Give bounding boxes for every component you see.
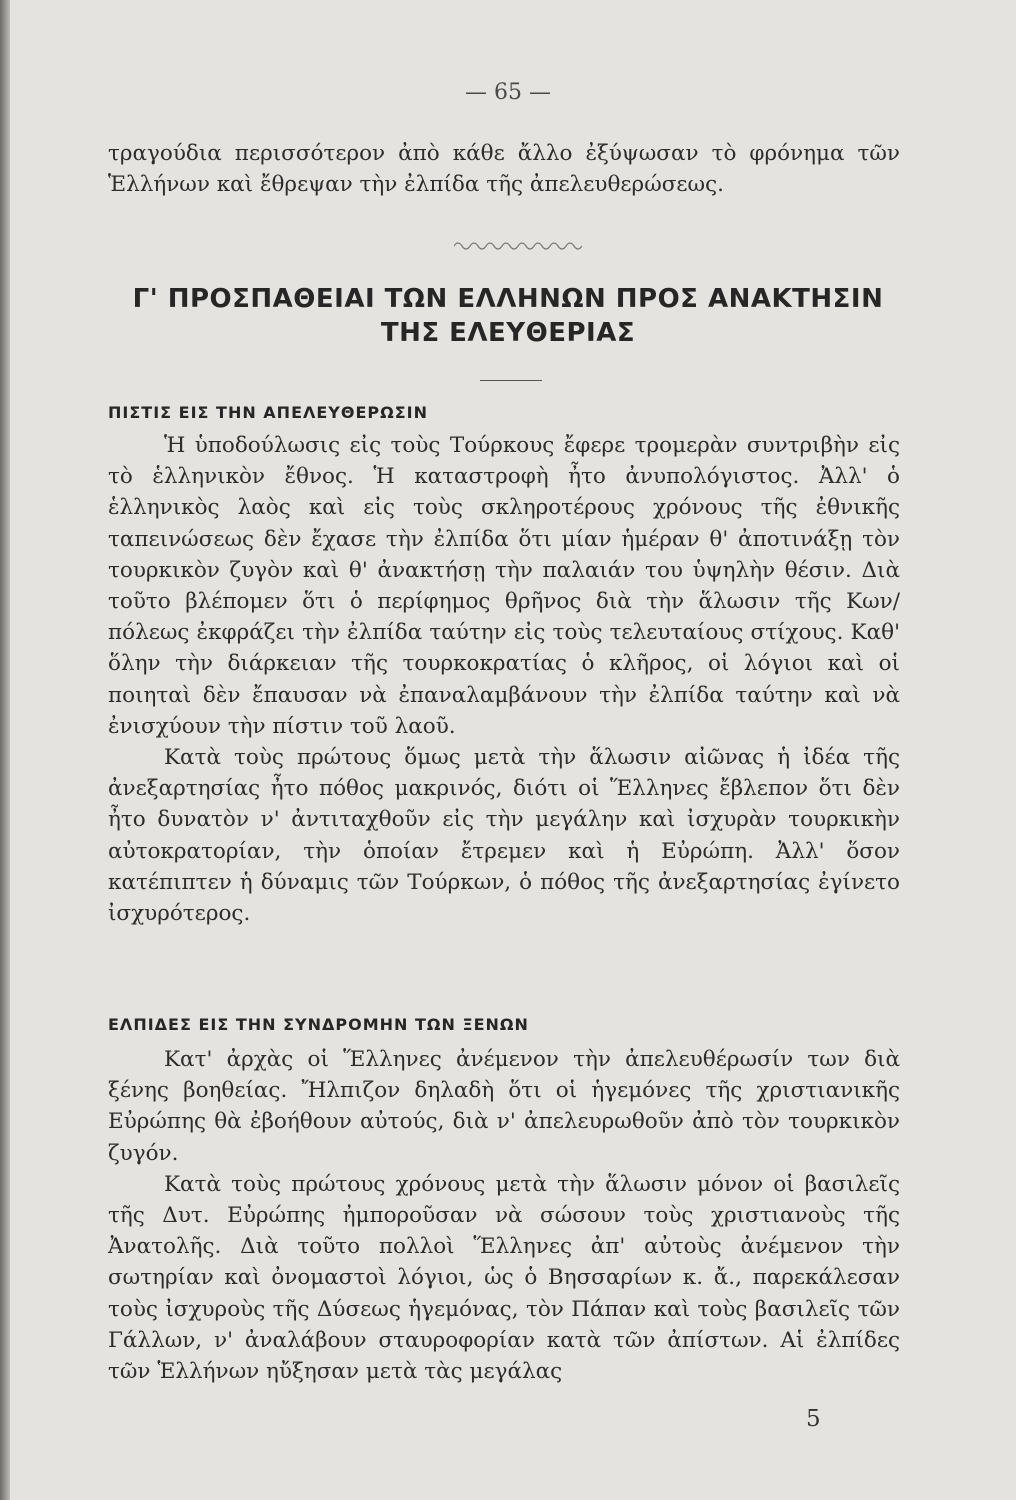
page-spine-edge <box>0 0 10 1500</box>
paragraph: Κατὰ τοὺς πρώτους χρόνους μετὰ τὴν ἅλωσιν μόνον οἱ βασιλεῖς τῆς Δυτ. Εὐρώπης ἠμποροῦσαν νὰ σώσουν τοὺς χριστιανοὺς τῆς Ἀνατολῆς. Διὰ τοῦτο πολλοὶ Ἕλληνες ἀπ' αὐτοὺς ἀνέμενον τὴν σωτηρίαν καὶ ὀνομαστοὶ λόγιοι, ὡς ὁ Βησσαρίων κ. ἄ., παρεκάλεσαν τοὺς ἰσχυροὺς τῆς Δύσεως ἡγεμόνας, τὸν Πάπαν καὶ τοὺς βασιλεῖς τῶν Γάλλων, ν' ἀναλάβουν σταυροφορίαν κατὰ τῶν ἀπίστων. Αἱ ἐλπίδες τῶν Ἑλλήνων ηὔξησαν μετὰ τὰς μεγάλας <box>108 1171 900 1385</box>
page-number-bottom: 5 <box>806 1406 821 1432</box>
section-body-faith <box>108 430 900 929</box>
title-rule-divider <box>480 380 542 381</box>
paragraph: Κατ' ἀρχὰς οἱ Ἕλληνες ἀνέμενον τὴν ἀπελευθέρωσίν των διὰ ξένης βοηθείας. Ἤλπιζον δηλαδὴ ὅτι οἱ ἡγεμόνες τῆς χριστιανικῆς Εὐρώπης θὰ ἐβοήθουν αὐτούς, διὰ ν' ἀπελευρωθοῦν ἀπὸ τὸν τουρκικὸν ζυγόν. <box>108 1047 900 1166</box>
page-number-top: — 65 — <box>465 80 551 105</box>
opening-paragraph <box>108 138 900 200</box>
section-body-foreign-aid <box>108 1044 900 1387</box>
section-heading-foreign-aid: ΕΛΠΙΔΕΣ ΕΙΣ ΤΗΝ ΣΥΝΔΡΟΜΗΝ ΤΩΝ ΞΕΝΩΝ <box>108 1015 529 1034</box>
chapter-title-line-2: ΤΗΣ ΕΛΕΥΘΕΡΙΑΣ <box>380 318 636 348</box>
opening-text: τραγούδια περισσότερον ἀπὸ κάθε ἄλλο ἐξύψωσαν τὸ φρόνημα τῶν Ἑλλήνων καὶ ἔθρεψαν τὴν ἐλπίδα τῆς ἀπελευθερώσεως. <box>108 141 900 198</box>
chapter-title-line-1: Γ' ΠΡΟΣΠΑΘΕΙΑΙ ΤΩΝ ΕΛΛΗΝΩΝ ΠΡΟΣ ΑΝΑΚΤΗΣΙΝ <box>132 284 884 314</box>
wavy-ornament-divider <box>454 240 582 252</box>
section-heading-faith: ΠΙΣΤΙΣ ΕΙΣ ΤΗΝ ΑΠΕΛΕΥΘΕΡΩΣΙΝ <box>108 403 429 422</box>
paragraph: Κατὰ τοὺς πρώτους ὅμως μετὰ τὴν ἅλωσιν αἰῶνας ἡ ἰδέα τῆς ἀνεξαρτησίας ἦτο πόθος μακρινός, διότι οἱ Ἕλληνες ἔβλεπον ὅτι δὲν ἦτο δυνατὸν ν' ἀντιταχθοῦν εἰς τὴν μεγάλην καὶ ἰσχυρὰν τουρκικὴν αὐτοκρατορίαν, τὴν ὁποίαν ἔτρεμεν καὶ ἡ Εὐρώπη. Ἀλλ' ὅσον κατέπιπτεν ἡ δύναμις τῶν Τούρκων, ὁ πόθος τῆς ἀνεξαρτησίας ἐγίνετο ἰσχυρότερος. <box>108 745 900 927</box>
chapter-title <box>108 282 908 350</box>
paragraph: Ἡ ὑποδούλωσις εἰς τοὺς Τούρκους ἔφερε τρομερὰν συντριβὴν εἰς τὸ ἑλληνικὸν ἔθνος. Ἡ καταστροφὴ ἦτο ἀνυπολόγιστος. Ἀλλ' ὁ ἑλληνικὸς λαὸς καὶ εἰς τοὺς σκληροτέρους χρόνους τῆς ἐθνικῆς ταπεινώσεως δὲν ἔχασε τὴν ἐλπίδα ὅτι μίαν ἡμέραν θ' ἀποτινάξῃ τὸν τουρκικὸν ζυγὸν καὶ θ' ἀνακτήσῃ τὴν παλαιάν του ὑψηλὴν θέσιν. Διὰ τοῦτο βλέπομεν ὅτι ὁ περίφημος θρῆνος διὰ τὴν ἅλωσιν τῆς Κων/πόλεως ἐκφράζει τὴν ἐλπίδα ταύτην εἰς τοὺς τελευταίους στίχους. Καθ' ὅλην τὴν διάρκειαν τῆς τουρκοκρατίας ὁ κλῆρος, οἱ λόγιοι καὶ οἱ ποιηταὶ δὲν ἔπαυσαν νὰ ἐπαναλαμβάνουν τὴν ἐλπίδα ταύτην καὶ νὰ ἐνισχύουν τὴν πίστιν τοῦ λαοῦ. <box>108 433 900 739</box>
